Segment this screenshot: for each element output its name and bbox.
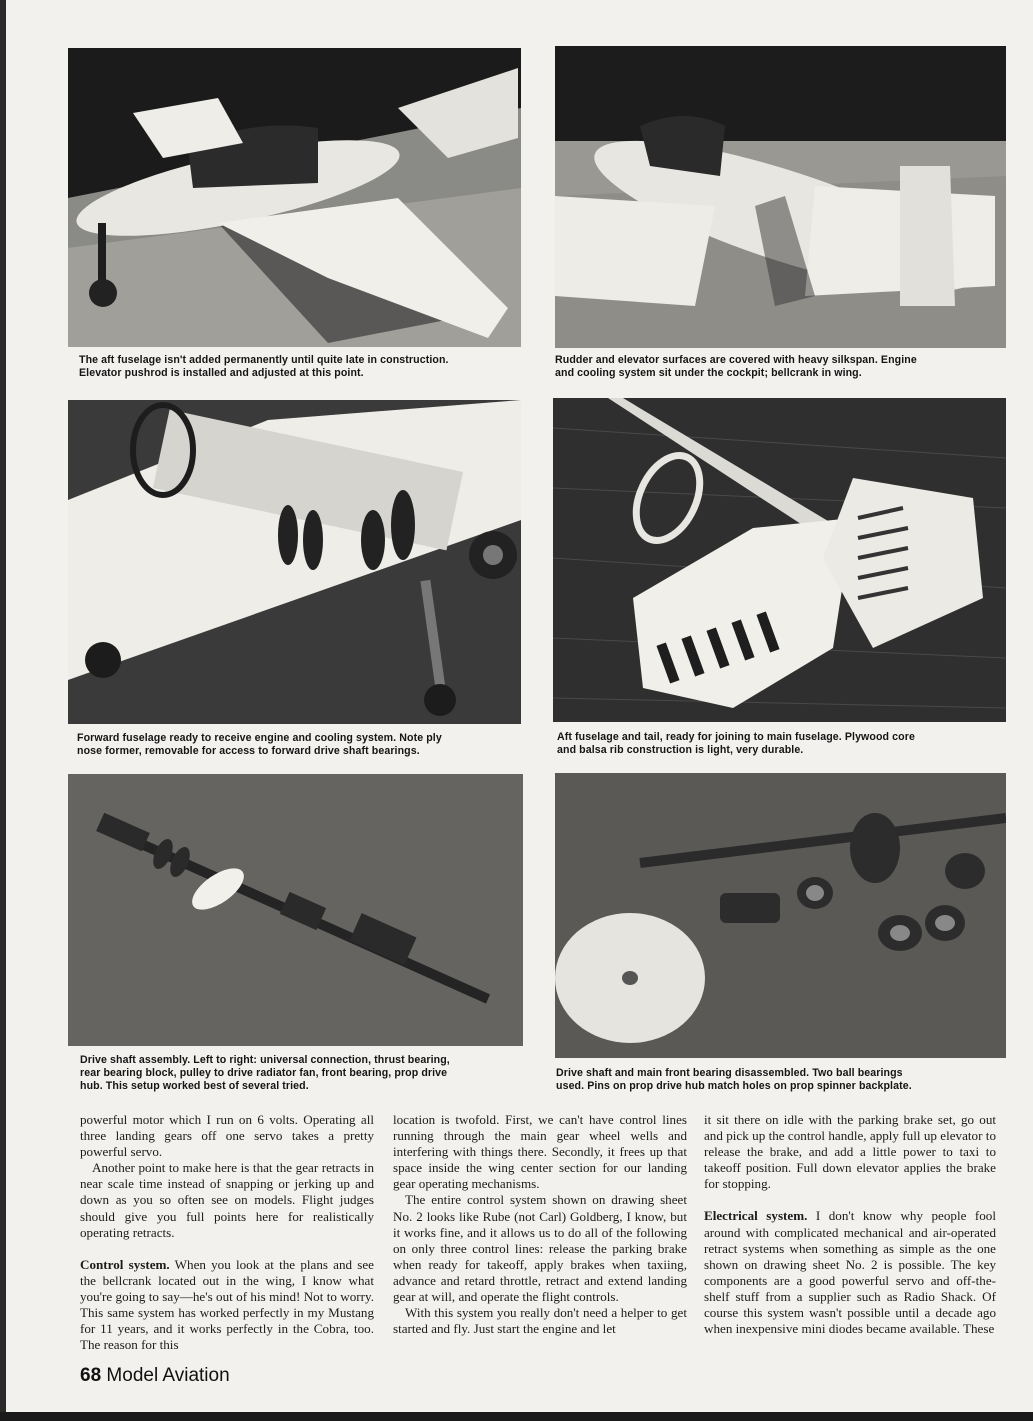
caption-photo6-line1: Drive shaft and main front bearing disassembled. Two ball bearings xyxy=(556,1067,903,1079)
caption-photo4-line1: Aft fuselage and tail, ready for joining to main fuselage. Plywood core xyxy=(557,731,915,743)
caption-photo3 xyxy=(77,732,442,758)
col3-paragraph-2 xyxy=(704,1208,996,1337)
page-edge-bottom xyxy=(0,1412,1033,1421)
caption-photo5-line2: rear bearing block, pulley to drive radiator fan, front bearing, prop drive xyxy=(80,1067,448,1079)
page-folio xyxy=(80,1365,230,1387)
photo-forward-fuselage xyxy=(68,400,521,724)
col2-paragraph-3: With this system you really don't need a helper to get started and fly. Just start the engine and let xyxy=(393,1305,687,1337)
caption-photo5 xyxy=(80,1054,450,1093)
page-number: 68 xyxy=(80,1365,102,1386)
col1-paragraph-1: powerful motor which I run on 6 volts. Operating all three landing gears off one servo takes a pretty powerful servo. xyxy=(80,1112,374,1160)
caption-photo3-line2: nose former, removable for access to forward drive shaft bearings. xyxy=(77,745,420,757)
caption-photo2-line1: Rudder and elevator surfaces are covered with heavy silkspan. Engine xyxy=(555,354,917,366)
caption-photo2 xyxy=(555,354,917,380)
col1-paragraph-3-text: When you look at the plans and see the bellcrank located out in the wing, I know what you're going to say—he's out of his mind! Not to worry. This same system has worked perfectly in my Mustang for 11 years, and it works perfectly in the Cobra, too. The reason for this xyxy=(80,1256,374,1353)
col1-paragraph-3 xyxy=(80,1257,374,1354)
caption-photo4 xyxy=(557,731,915,757)
article-column-3 xyxy=(704,1112,996,1337)
caption-photo1-line1: The aft fuselage isn't added permanently until quite late in construction. xyxy=(79,354,449,366)
photo-rudder-elevator-model xyxy=(555,46,1006,348)
photo-drive-shaft-disassembled xyxy=(555,773,1006,1058)
photo-aft-fuselage-tail xyxy=(553,398,1006,722)
page-edge-left xyxy=(0,0,6,1421)
caption-photo6-line2: used. Pins on prop drive hub match holes on prop spinner backplate. xyxy=(556,1080,912,1092)
col2-paragraph-2: The entire control system shown on drawing sheet No. 2 looks like Rube (not Carl) Goldberg, I know, but it works fine, and it allows us to do all of the following on only three control lines: release the parking brake when ready for takeoff, apply brakes when taxiing, advance and retard throttle, retract and extend landing gear at will, and operate the flight controls. xyxy=(393,1192,687,1305)
col3-paragraph-2-text: I don't know why people fool around with complicated mechanical and air-operated retract systems when something as simple as the one shown on drawing sheet No. 2 is possible. The key components are a good powerful servo and off-the-shelf stuff from a supplier such as Radio Shack. Of course this system wasn't possible until a decade ago when inexpensive mini diodes became available. These xyxy=(704,1208,996,1337)
col2-paragraph-1: location is twofold. First, we can't have control lines running through the main gear wheel wells and interfering with things there. Secondly, it frees up that space inside the wing center section for our landing gear operating mechanisms. xyxy=(393,1112,687,1192)
article-column-1 xyxy=(80,1112,374,1353)
electrical-system-heading: Electrical system. xyxy=(704,1208,808,1224)
caption-photo5-line1: Drive shaft assembly. Left to right: universal connection, thrust bearing, xyxy=(80,1054,450,1066)
article-column-2 xyxy=(393,1112,687,1337)
col3-paragraph-1: it sit there on idle with the parking brake set, go out and pick up the control handle, apply full up elevator to release the brake, and add a little power to taxi to takeoff position. Full down elevator applies the brake for stopping. xyxy=(704,1112,996,1192)
control-system-heading: Control system. xyxy=(80,1256,170,1272)
photo-drive-shaft-assembly xyxy=(68,774,523,1046)
photo-aft-fuselage-model xyxy=(68,48,521,347)
caption-photo3-line1: Forward fuselage ready to receive engine and cooling system. Note ply xyxy=(77,732,442,744)
caption-photo1-line2: Elevator pushrod is installed and adjusted at this point. xyxy=(79,367,364,379)
caption-photo4-line2: and balsa rib construction is light, very durable. xyxy=(557,744,804,756)
caption-photo5-line3: hub. This setup worked best of several tried. xyxy=(80,1080,309,1092)
caption-photo1 xyxy=(79,354,449,380)
caption-photo2-line2: and cooling system sit under the cockpit; bellcrank in wing. xyxy=(555,367,862,379)
caption-photo6 xyxy=(556,1067,912,1093)
col1-paragraph-2: Another point to make here is that the gear retracts in near scale time instead of snapping or jerking up and down as you so often see on models. Flight judges should give you full points here for realistically operating retracts. xyxy=(80,1160,374,1240)
magazine-name: Model Aviation xyxy=(106,1365,230,1386)
